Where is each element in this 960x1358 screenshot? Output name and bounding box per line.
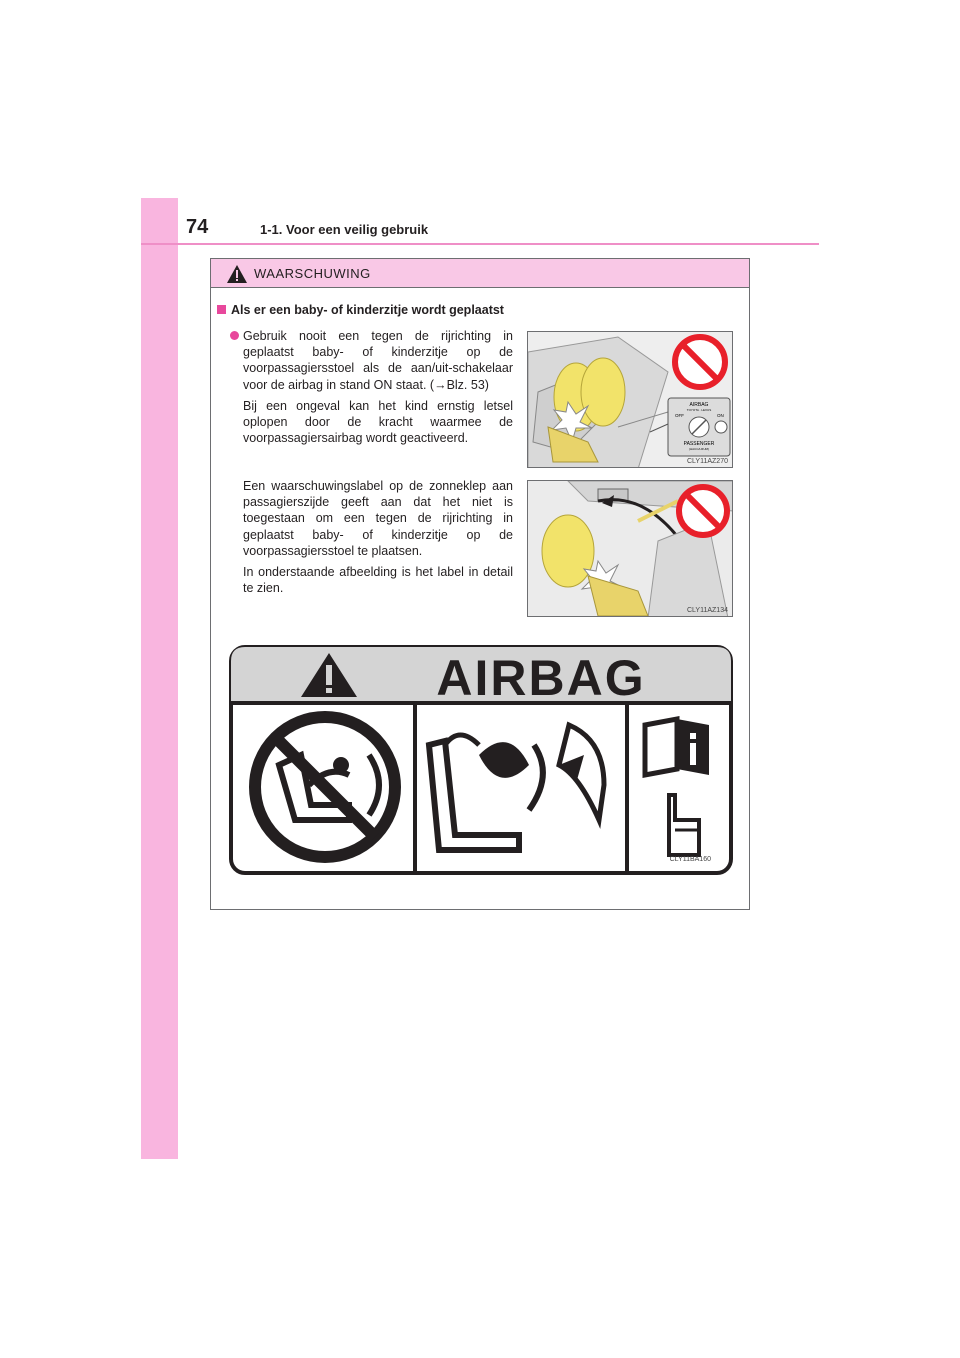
- airbag-warning-label: [229, 645, 733, 875]
- switch-title: AIRBAG: [689, 402, 709, 408]
- side-band: [141, 198, 178, 1159]
- airbag-label-illustration: [229, 645, 733, 875]
- switch-on: ON: [717, 413, 724, 418]
- page-number: 74: [186, 216, 209, 238]
- switch-off: OFF: [675, 413, 684, 418]
- section-title: 1-1. Voor een veilig gebruik: [260, 222, 429, 237]
- warning-box: [210, 258, 750, 910]
- header-rule: [141, 243, 819, 245]
- figure-code-3: CLY11BA160: [669, 856, 711, 863]
- warning-header: [211, 259, 749, 288]
- figure-sun-visor: [527, 480, 733, 617]
- sun-visor-label-text: Een waarschuwingslabel op de zonneklep aan passagierszijde geeft aan dat het niet is toegestaan om een tegen de rijrichting in geplaatst baby- of kinderzitje op de voorpassagiersstoel te plaatsen.: [243, 479, 513, 558]
- airbag-child-seat-illustration: [528, 332, 733, 468]
- round-bullet-icon: [230, 331, 239, 340]
- no-child-seat-icon: [255, 717, 395, 857]
- switch-passenger: PASSENGER: [683, 441, 715, 447]
- figure-code-1: CLY11AZ270: [687, 458, 728, 465]
- figure-airbag-switch: [527, 331, 733, 468]
- figure-code-2: CLY11AZ134: [687, 607, 728, 614]
- sun-visor-illustration: [528, 481, 733, 617]
- label-detail-text: In onderstaande afbeelding is het label in detail te zien.: [243, 565, 513, 596]
- warning-subheading-text: Als er een baby- of kinderzitje wordt geplaatst: [231, 303, 504, 317]
- label-title: AIRBAG: [436, 650, 646, 706]
- square-bullet-icon: [217, 305, 226, 314]
- bullet-text: Gebruik nooit een tegen de rijrichting in geplaatst baby- of kinderzitje op de voorpassagiersstoel als de aan/uit-schakelaar voor de airbag in stand ON staat. (→Blz. 53): [243, 329, 513, 392]
- warning-subheading: [217, 303, 504, 317]
- switch-passenger-sub: (HACCA RUM): [689, 447, 709, 451]
- warning-triangle-icon: [226, 264, 248, 284]
- switch-sub: TOYOTA · LEXUS: [686, 408, 712, 412]
- warning-title: WAARSCHUWING: [254, 266, 371, 281]
- consequence-text: Bij een ongeval kan het kind ernstig letsel oplopen door de kracht waarmee de voorpassagiersairbag wordt geactiveerd.: [243, 399, 513, 446]
